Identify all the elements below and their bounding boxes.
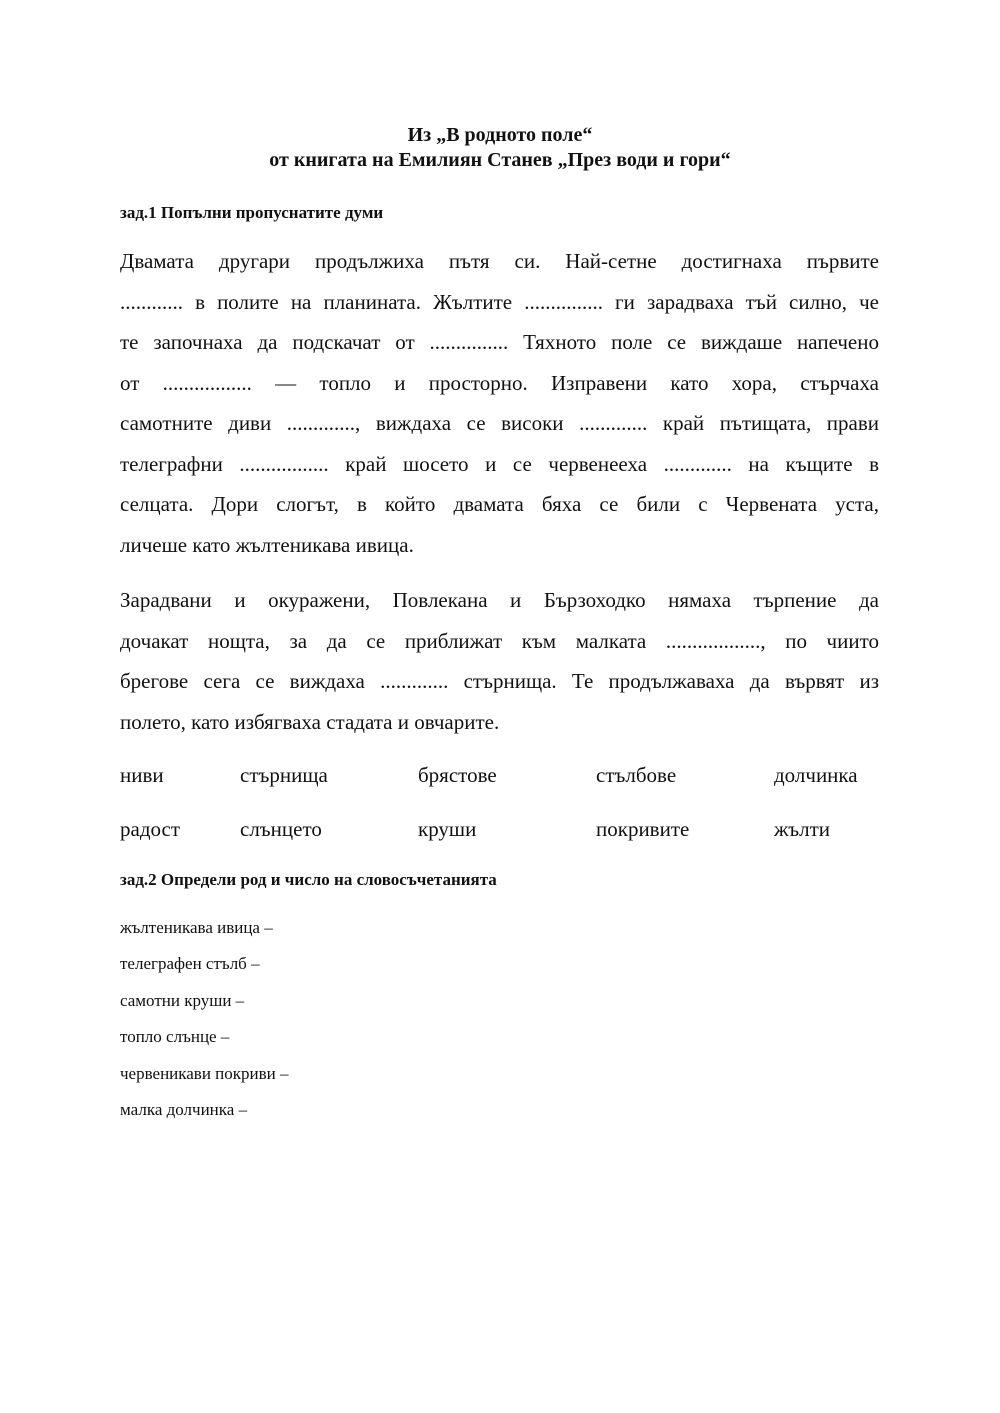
- phrase-list: [120, 917, 289, 1135]
- word-bank-item: круши: [418, 817, 477, 841]
- paragraph-1-line: селцата. Дори слогът, в който двамата бяха се били с Червената уста,: [120, 492, 879, 516]
- paragraph-1-line: Двамата другари продължиха пътя си. Най-сетне достигнаха първите: [120, 249, 879, 273]
- paragraph-2: [120, 580, 879, 742]
- word-bank-item: слънцето: [240, 817, 322, 841]
- paragraph-1-line: от ................. — топло и просторно. Изправени като хора, стърчаха: [120, 370, 879, 395]
- task1-heading: зад.1 Попълни пропуснатите думи: [120, 203, 384, 222]
- paragraph-1-line: те започнаха да подскачат от ............... Тяхното поле се виждаше напечено: [120, 330, 879, 354]
- paragraph-1: [120, 241, 879, 565]
- phrase-item: жълтеникава ивица –: [120, 918, 273, 937]
- task2-heading: зад.2 Определи род и число на словосъчетанията: [120, 870, 497, 889]
- word-bank-item: покривите: [596, 817, 690, 841]
- paragraph-1-line: личеше като жълтеникава ивица.: [120, 532, 414, 557]
- phrase-item: червеникави покриви –: [120, 1063, 289, 1083]
- paragraph-1-line: ............ в полите на планината. Жълтите ............... ги зарадваха тъй силно, че: [120, 289, 879, 314]
- paragraph-2-line: Зарадвани и окуражени, Повлекана и Бързоходко нямаха търпение да: [120, 588, 879, 612]
- word-bank-item: радост: [120, 817, 181, 841]
- word-bank-item: жълти: [774, 817, 830, 841]
- title-line-1: Из „В родното поле“: [407, 124, 593, 146]
- paragraph-2-line: полето, като избягваха стадата и овчарите.: [120, 709, 500, 734]
- paragraph-2-line: брегове сега се виждаха ............. стърнища. Те продължаваха да вървят из: [120, 669, 879, 693]
- title-line-2: от книгата на Емилиян Станев „През води и гори“: [269, 149, 731, 171]
- paragraph-2-line: дочакат нощта, за да се приближат към малката .................., по чиито: [120, 628, 879, 653]
- word-bank-item: стърнища: [240, 763, 328, 787]
- phrase-item: самотни круши –: [120, 990, 245, 1010]
- word-bank-item: стълбове: [596, 763, 677, 787]
- paragraph-1-line: телеграфни ................. край шосето и се червенееха ............. на къщите в: [120, 451, 879, 476]
- phrase-item: топло слънце –: [120, 1027, 230, 1047]
- paragraph-1-line: самотните диви ............., виждаха се високи ............. край пътищата, прави: [120, 411, 879, 435]
- phrase-item: телеграфен стълб –: [120, 954, 260, 974]
- word-bank-item: долчинка: [774, 763, 858, 787]
- word-bank-item: брястове: [418, 763, 497, 787]
- word-bank-item: ниви: [120, 763, 164, 787]
- phrase-item: малка долчинка –: [120, 1099, 248, 1119]
